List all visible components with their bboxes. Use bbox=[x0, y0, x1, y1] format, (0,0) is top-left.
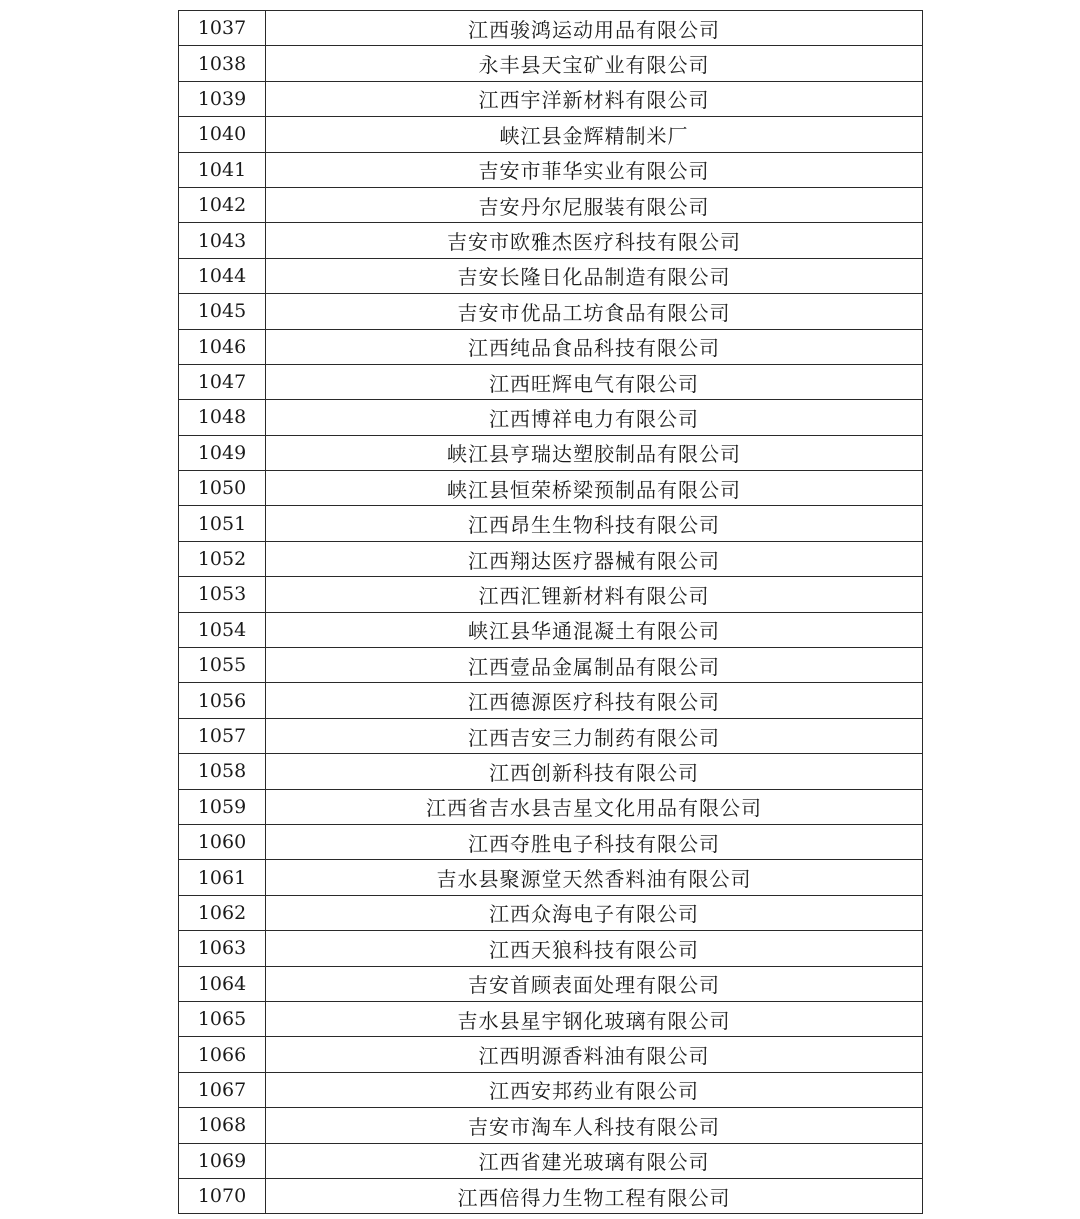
company-name: 峡江县恒荣桥梁预制品有限公司 bbox=[266, 471, 923, 506]
company-name: 江西创新科技有限公司 bbox=[266, 754, 923, 789]
table-row bbox=[179, 187, 923, 222]
row-number: 1053 bbox=[179, 577, 266, 612]
row-number: 1045 bbox=[179, 294, 266, 329]
table-row bbox=[179, 329, 923, 364]
table-row bbox=[179, 648, 923, 683]
row-number: 1046 bbox=[179, 329, 266, 364]
company-name: 江西骏鸿运动用品有限公司 bbox=[266, 11, 923, 46]
company-name: 江西博祥电力有限公司 bbox=[266, 400, 923, 435]
row-number: 1042 bbox=[179, 187, 266, 222]
row-number: 1064 bbox=[179, 966, 266, 1001]
company-name: 吉安首顾表面处理有限公司 bbox=[266, 966, 923, 1001]
company-name: 吉安市优品工坊食品有限公司 bbox=[266, 294, 923, 329]
row-number: 1070 bbox=[179, 1178, 266, 1213]
company-name: 永丰县天宝矿业有限公司 bbox=[266, 46, 923, 81]
table-row bbox=[179, 966, 923, 1001]
row-number: 1043 bbox=[179, 223, 266, 258]
company-name: 江西纯品食品科技有限公司 bbox=[266, 329, 923, 364]
company-table-body bbox=[179, 11, 923, 1214]
table-row bbox=[179, 754, 923, 789]
table-row bbox=[179, 223, 923, 258]
table-row bbox=[179, 931, 923, 966]
company-name: 峡江县亨瑞达塑胶制品有限公司 bbox=[266, 435, 923, 470]
row-number: 1038 bbox=[179, 46, 266, 81]
company-name: 峡江县金辉精制米厂 bbox=[266, 117, 923, 152]
row-number: 1055 bbox=[179, 648, 266, 683]
table-row bbox=[179, 789, 923, 824]
table-row bbox=[179, 683, 923, 718]
row-number: 1051 bbox=[179, 506, 266, 541]
row-number: 1069 bbox=[179, 1143, 266, 1178]
company-name: 峡江县华通混凝土有限公司 bbox=[266, 612, 923, 647]
company-name: 江西明源香料油有限公司 bbox=[266, 1037, 923, 1072]
company-name: 江西众海电子有限公司 bbox=[266, 895, 923, 930]
table-row bbox=[179, 1072, 923, 1107]
row-number: 1059 bbox=[179, 789, 266, 824]
company-table bbox=[178, 10, 923, 1214]
company-name: 吉安丹尔尼服装有限公司 bbox=[266, 187, 923, 222]
table-row bbox=[179, 471, 923, 506]
company-name: 江西倍得力生物工程有限公司 bbox=[266, 1178, 923, 1213]
table-row bbox=[179, 117, 923, 152]
table-row bbox=[179, 860, 923, 895]
company-name: 吉安市菲华实业有限公司 bbox=[266, 152, 923, 187]
row-number: 1058 bbox=[179, 754, 266, 789]
row-number: 1061 bbox=[179, 860, 266, 895]
row-number: 1052 bbox=[179, 541, 266, 576]
row-number: 1068 bbox=[179, 1108, 266, 1143]
company-name: 江西省建光玻璃有限公司 bbox=[266, 1143, 923, 1178]
company-name: 江西汇锂新材料有限公司 bbox=[266, 577, 923, 612]
table-row bbox=[179, 81, 923, 116]
company-name: 吉水县聚源堂天然香料油有限公司 bbox=[266, 860, 923, 895]
table-row bbox=[179, 1178, 923, 1213]
table-row bbox=[179, 612, 923, 647]
table-row bbox=[179, 718, 923, 753]
row-number: 1066 bbox=[179, 1037, 266, 1072]
row-number: 1037 bbox=[179, 11, 266, 46]
table-row bbox=[179, 541, 923, 576]
company-list-sheet bbox=[178, 10, 922, 1214]
company-name: 江西夺胜电子科技有限公司 bbox=[266, 824, 923, 859]
company-name: 江西壹品金属制品有限公司 bbox=[266, 648, 923, 683]
table-row bbox=[179, 1001, 923, 1036]
company-name: 江西翔达医疗器械有限公司 bbox=[266, 541, 923, 576]
table-row bbox=[179, 577, 923, 612]
company-name: 江西省吉水县吉星文化用品有限公司 bbox=[266, 789, 923, 824]
table-row bbox=[179, 400, 923, 435]
row-number: 1063 bbox=[179, 931, 266, 966]
table-row bbox=[179, 1037, 923, 1072]
row-number: 1039 bbox=[179, 81, 266, 116]
company-name: 江西德源医疗科技有限公司 bbox=[266, 683, 923, 718]
company-name: 吉安市淘车人科技有限公司 bbox=[266, 1108, 923, 1143]
row-number: 1065 bbox=[179, 1001, 266, 1036]
company-name: 江西安邦药业有限公司 bbox=[266, 1072, 923, 1107]
row-number: 1040 bbox=[179, 117, 266, 152]
row-number: 1047 bbox=[179, 364, 266, 399]
row-number: 1057 bbox=[179, 718, 266, 753]
table-row bbox=[179, 1143, 923, 1178]
row-number: 1062 bbox=[179, 895, 266, 930]
company-name: 吉安市欧雅杰医疗科技有限公司 bbox=[266, 223, 923, 258]
row-number: 1056 bbox=[179, 683, 266, 718]
company-name: 江西吉安三力制药有限公司 bbox=[266, 718, 923, 753]
company-name: 吉安长隆日化品制造有限公司 bbox=[266, 258, 923, 293]
company-name: 吉水县星宇钢化玻璃有限公司 bbox=[266, 1001, 923, 1036]
row-number: 1041 bbox=[179, 152, 266, 187]
row-number: 1044 bbox=[179, 258, 266, 293]
row-number: 1054 bbox=[179, 612, 266, 647]
company-name: 江西天狼科技有限公司 bbox=[266, 931, 923, 966]
table-row bbox=[179, 824, 923, 859]
table-row bbox=[179, 294, 923, 329]
table-row bbox=[179, 1108, 923, 1143]
row-number: 1067 bbox=[179, 1072, 266, 1107]
table-row bbox=[179, 11, 923, 46]
table-row bbox=[179, 152, 923, 187]
table-row bbox=[179, 435, 923, 470]
table-row bbox=[179, 364, 923, 399]
row-number: 1049 bbox=[179, 435, 266, 470]
table-row bbox=[179, 258, 923, 293]
table-row bbox=[179, 506, 923, 541]
row-number: 1048 bbox=[179, 400, 266, 435]
company-name: 江西宇洋新材料有限公司 bbox=[266, 81, 923, 116]
company-name: 江西旺辉电气有限公司 bbox=[266, 364, 923, 399]
row-number: 1050 bbox=[179, 471, 266, 506]
table-row bbox=[179, 46, 923, 81]
table-row bbox=[179, 895, 923, 930]
company-name: 江西昂生生物科技有限公司 bbox=[266, 506, 923, 541]
row-number: 1060 bbox=[179, 824, 266, 859]
